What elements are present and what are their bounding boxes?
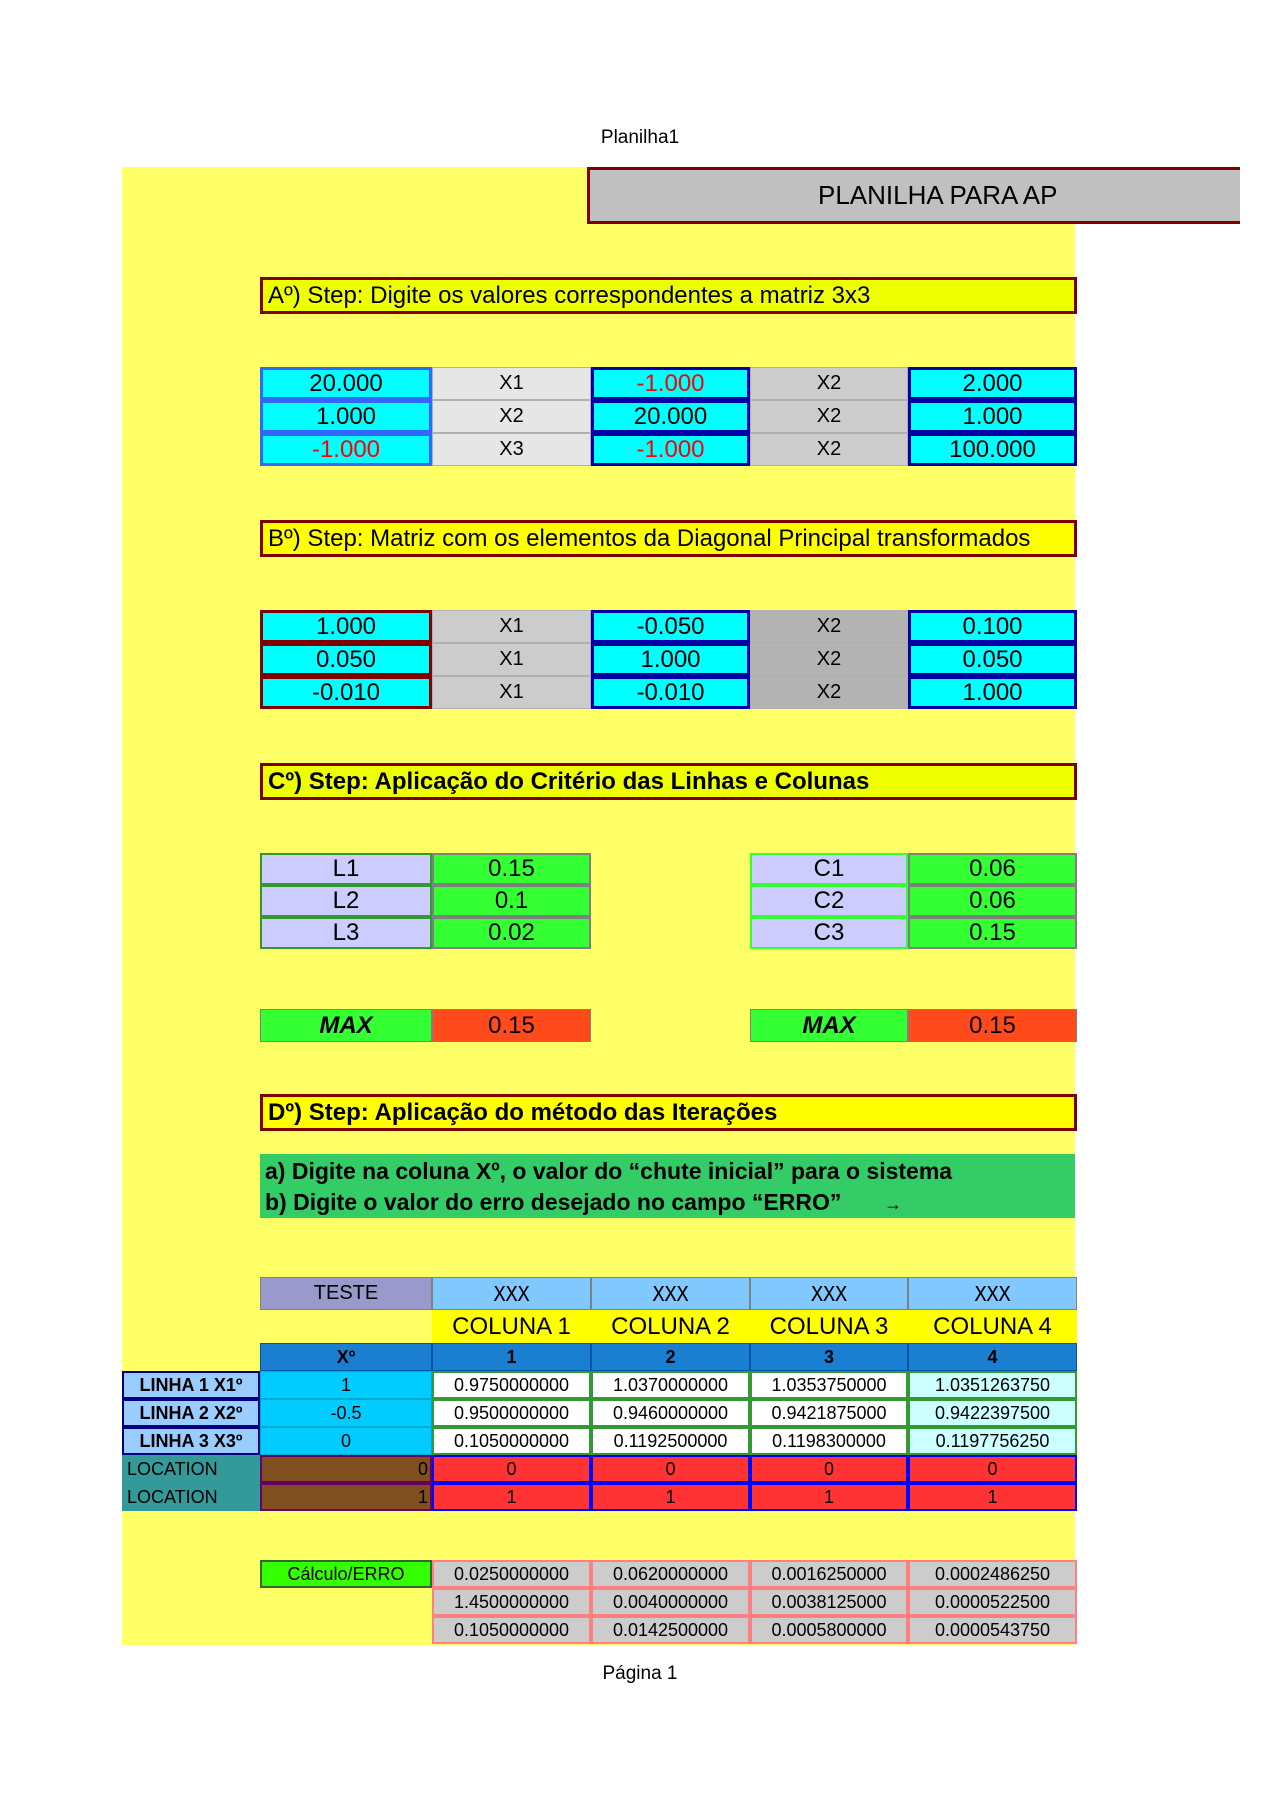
step-a-r1-l1: X1 xyxy=(432,367,591,400)
line-label-1: L1 xyxy=(260,853,432,885)
iteration-value-r3-c1: 0.1050000000 xyxy=(432,1427,591,1455)
error-value-r3-c4: 0.0000543750 xyxy=(908,1616,1077,1644)
location-label-1: LOCATION xyxy=(122,1455,260,1483)
max-lines-value: 0.15 xyxy=(432,1009,591,1042)
step-a-r2-l2: X2 xyxy=(750,400,908,433)
location-x0-1: 0 xyxy=(260,1455,432,1483)
error-value-r1-c1: 0.0250000000 xyxy=(432,1560,591,1588)
column-value-1: 0.06 xyxy=(908,853,1077,885)
iteration-value-r1-c4: 1.0351263750 xyxy=(908,1371,1077,1399)
step-c-title: Cº) Step: Aplicação do Critério das Linhas e Colunas xyxy=(260,763,1077,800)
xxx-cell-4: XXX xyxy=(908,1277,1077,1310)
iteration-number-2: 2 xyxy=(591,1343,750,1371)
step-b-r1-c: 0.100 xyxy=(908,610,1077,643)
x0-header: Xº xyxy=(260,1343,432,1371)
main-banner xyxy=(587,167,1240,224)
iteration-value-r3-c4: 0.1197756250 xyxy=(908,1427,1077,1455)
location-x0-2: 1 xyxy=(260,1483,432,1511)
initial-guess-1[interactable]: 1 xyxy=(260,1371,432,1399)
step-b-r2-l1: X1 xyxy=(432,643,591,676)
line-value-3: 0.02 xyxy=(432,917,591,949)
error-value-r1-c4: 0.0002486250 xyxy=(908,1560,1077,1588)
error-value-r1-c2: 0.0620000000 xyxy=(591,1560,750,1588)
location-label-2: LOCATION xyxy=(122,1483,260,1511)
step-b-r1-l2: X2 xyxy=(750,610,908,643)
sheet-title: Planilha1 xyxy=(600,127,680,148)
row-label-1: LINHA 1 X1º xyxy=(122,1371,260,1399)
column-title-4: COLUNA 4 xyxy=(908,1310,1077,1343)
banner-title: PLANILHA PARA AP xyxy=(818,180,1058,210)
instruction-b: b) Digite o valor do erro desejado no campo “ERRO” xyxy=(265,1188,842,1215)
step-a-r2-b[interactable]: 20.000 xyxy=(591,400,750,433)
step-a-r1-c[interactable]: 2.000 xyxy=(908,367,1077,400)
location-value-r1-c4: 0 xyxy=(908,1455,1077,1483)
location-value-r2-c4: 1 xyxy=(908,1483,1077,1511)
column-label-1: C1 xyxy=(750,853,908,885)
step-a-r1-l2: X2 xyxy=(750,367,908,400)
column-label-2: C2 xyxy=(750,885,908,917)
step-a-r3-l2: X2 xyxy=(750,433,908,466)
column-label-3: C3 xyxy=(750,917,908,949)
iteration-value-r3-c3: 0.1198300000 xyxy=(750,1427,908,1455)
xxx-cell-2: XXX xyxy=(591,1277,750,1310)
step-a-r2-c[interactable]: 1.000 xyxy=(908,400,1077,433)
line-value-1: 0.15 xyxy=(432,853,591,885)
row-label-2: LINHA 2 X2º xyxy=(122,1399,260,1427)
xxx-cell-1: XXX xyxy=(432,1277,591,1310)
iteration-value-r2-c1: 0.9500000000 xyxy=(432,1399,591,1427)
step-d-title: Dº) Step: Aplicação do método das Iterações xyxy=(260,1094,1077,1131)
step-a-r3-a[interactable]: -1.000 xyxy=(260,433,432,466)
step-b-r2-l2: X2 xyxy=(750,643,908,676)
step-a-r3-l1: X3 xyxy=(432,433,591,466)
location-value-r1-c3: 0 xyxy=(750,1455,908,1483)
step-b-r1-a: 1.000 xyxy=(260,610,432,643)
row-label-3: LINHA 3 X3º xyxy=(122,1427,260,1455)
step-b-r2-c: 0.050 xyxy=(908,643,1077,676)
column-title-3: COLUNA 3 xyxy=(750,1310,908,1343)
column-value-3: 0.15 xyxy=(908,917,1077,949)
iteration-value-r1-c3: 1.0353750000 xyxy=(750,1371,908,1399)
line-label-2: L2 xyxy=(260,885,432,917)
error-value-r2-c4: 0.0000522500 xyxy=(908,1588,1077,1616)
iteration-value-r2-c3: 0.9421875000 xyxy=(750,1399,908,1427)
iteration-value-r2-c2: 0.9460000000 xyxy=(591,1399,750,1427)
location-value-r1-c1: 0 xyxy=(432,1455,591,1483)
page-number: Página 1 xyxy=(602,1663,678,1684)
step-b-r3-l1: X1 xyxy=(432,676,591,709)
step-a-r3-b[interactable]: -1.000 xyxy=(591,433,750,466)
step-b-r3-a: -0.010 xyxy=(260,676,432,709)
initial-guess-2[interactable]: -0.5 xyxy=(260,1399,432,1427)
step-a-r1-a[interactable]: 20.000 xyxy=(260,367,432,400)
iteration-value-r1-c1: 0.9750000000 xyxy=(432,1371,591,1399)
error-value-r3-c2: 0.0142500000 xyxy=(591,1616,750,1644)
step-b-r2-a: 0.050 xyxy=(260,643,432,676)
step-a-r1-b[interactable]: -1.000 xyxy=(591,367,750,400)
iteration-number-3: 3 xyxy=(750,1343,908,1371)
iteration-value-r3-c2: 0.1192500000 xyxy=(591,1427,750,1455)
max-lines-label: MAX xyxy=(260,1009,432,1042)
location-value-r2-c3: 1 xyxy=(750,1483,908,1511)
error-value-r2-c1: 1.4500000000 xyxy=(432,1588,591,1616)
step-b-r3-l2: X2 xyxy=(750,676,908,709)
line-label-3: L3 xyxy=(260,917,432,949)
location-value-r2-c1: 1 xyxy=(432,1483,591,1511)
step-a-title: Aº) Step: Digite os valores correspondentes a matriz 3x3 xyxy=(260,277,1077,314)
iteration-number-1: 1 xyxy=(432,1343,591,1371)
iteration-value-r2-c4: 0.9422397500 xyxy=(908,1399,1077,1427)
error-value-r1-c3: 0.0016250000 xyxy=(750,1560,908,1588)
arrow-right-icon: → xyxy=(884,1193,902,1214)
step-b-r3-b: -0.010 xyxy=(591,676,750,709)
column-value-2: 0.06 xyxy=(908,885,1077,917)
xxx-cell-3: XXX xyxy=(750,1277,908,1310)
step-b-title: Bº) Step: Matriz com os elementos da Diagonal Principal transformados xyxy=(260,520,1077,557)
iteration-value-r1-c2: 1.0370000000 xyxy=(591,1371,750,1399)
location-value-r1-c2: 0 xyxy=(591,1455,750,1483)
instruction-a: a) Digite na coluna Xº, o valor do “chute inicial” para o sistema xyxy=(265,1157,953,1184)
step-b-r1-l1: X1 xyxy=(432,610,591,643)
location-value-r2-c2: 1 xyxy=(591,1483,750,1511)
calc-error-label: Cálculo/ERRO xyxy=(260,1560,432,1588)
error-value-r3-c1: 0.1050000000 xyxy=(432,1616,591,1644)
column-title-2: COLUNA 2 xyxy=(591,1310,750,1343)
iteration-number-4: 4 xyxy=(908,1343,1077,1371)
error-value-r3-c3: 0.0005800000 xyxy=(750,1616,908,1644)
initial-guess-3[interactable]: 0 xyxy=(260,1427,432,1455)
line-value-2: 0.1 xyxy=(432,885,591,917)
step-b-r2-b: 1.000 xyxy=(591,643,750,676)
step-b-r3-c: 1.000 xyxy=(908,676,1077,709)
step-b-r1-b: -0.050 xyxy=(591,610,750,643)
max-columns-value: 0.15 xyxy=(908,1009,1077,1042)
instructions-box xyxy=(260,1154,1075,1218)
step-a-r2-a[interactable]: 1.000 xyxy=(260,400,432,433)
error-value-r2-c2: 0.0040000000 xyxy=(591,1588,750,1616)
column-title-1: COLUNA 1 xyxy=(432,1310,591,1343)
max-columns-label: MAX xyxy=(750,1009,908,1042)
teste-label: TESTE xyxy=(260,1277,432,1310)
step-a-r2-l1: X2 xyxy=(432,400,591,433)
error-value-r2-c3: 0.0038125000 xyxy=(750,1588,908,1616)
step-a-r3-c[interactable]: 100.000 xyxy=(908,433,1077,466)
